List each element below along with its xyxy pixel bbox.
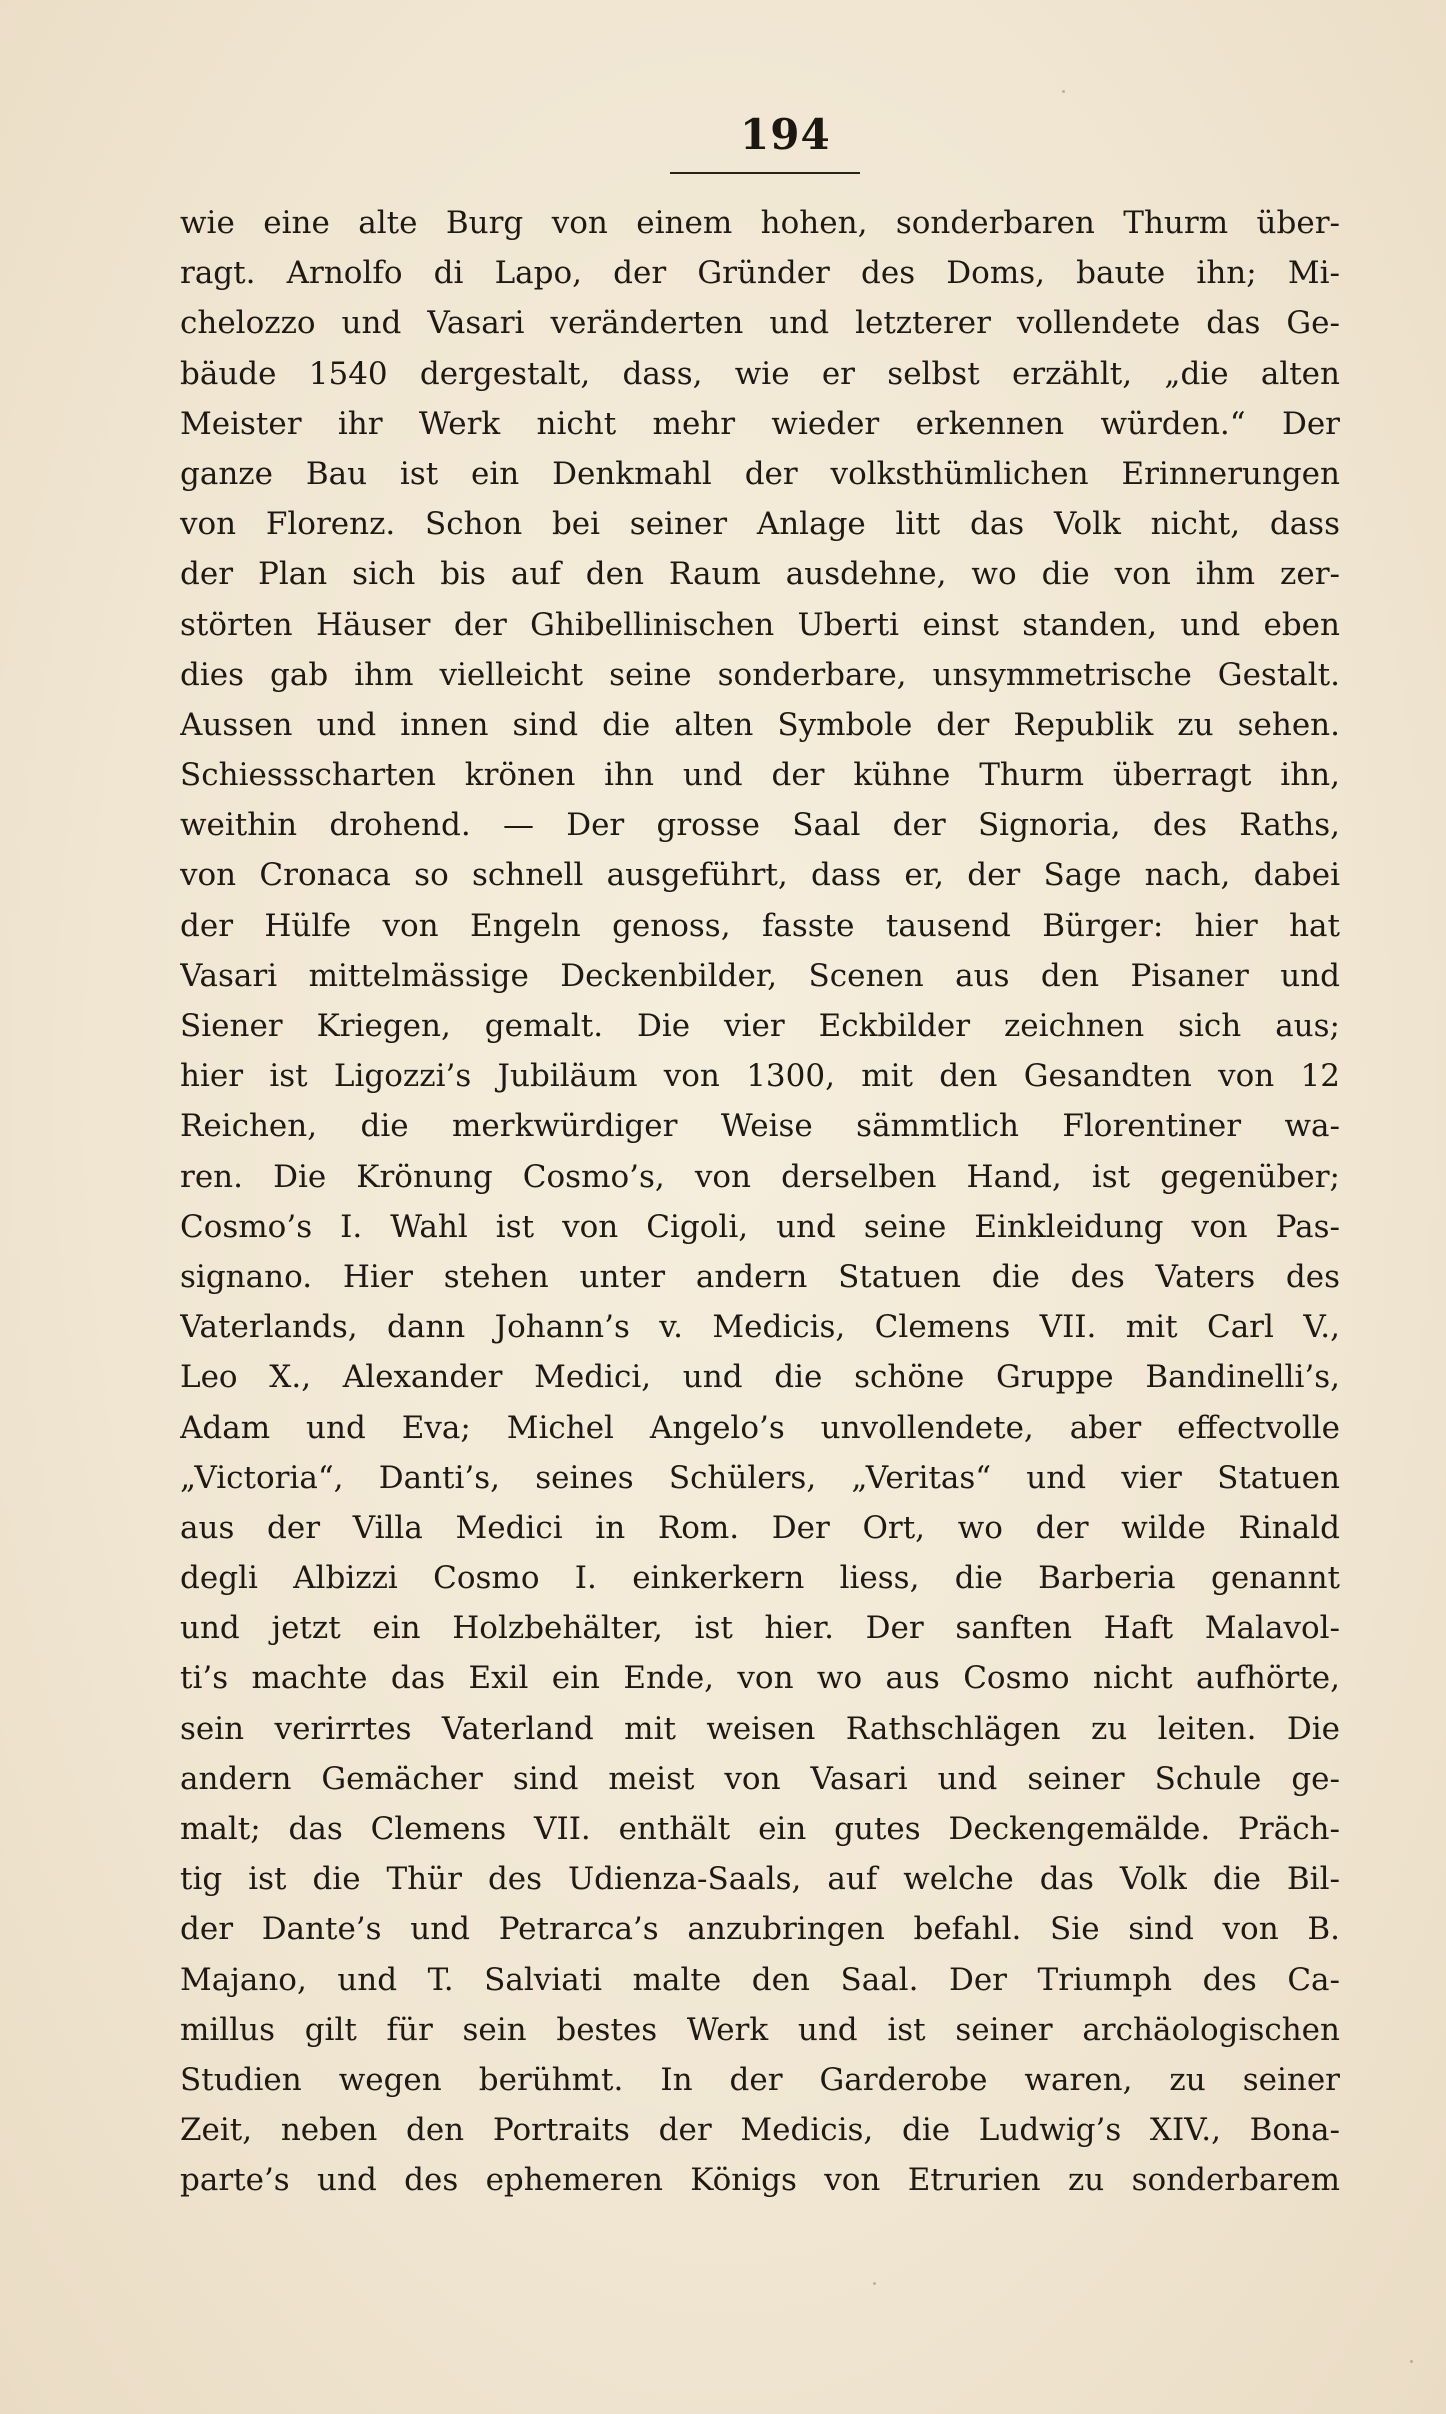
text-line: der Plan sich bis auf den Raum ausdehne, wo die von ihm zer- xyxy=(180,556,1340,593)
text-line: Leo X., Alexander Medici, und die schöne Gruppe Bandinelli’s, xyxy=(180,1359,1340,1396)
text-line: parte’s und des ephemeren Königs von Etrurien zu sonderbarem xyxy=(180,2162,1340,2199)
text-line: störten Häuser der Ghibellinischen Uberti einst standen, und eben xyxy=(180,606,1340,643)
text-line: Cosmo’s I. Wahl ist von Cigoli, und seine Einkleidung von Pas- xyxy=(180,1208,1340,1245)
header-rule xyxy=(670,172,860,174)
text-line: Studien wegen berühmt. In der Garderobe waren, zu seiner xyxy=(180,2061,1340,2098)
text-line: Schiessscharten krönen ihn und der kühne Thurm überragt ihn, xyxy=(180,757,1340,794)
text-line: wie eine alte Burg von einem hohen, sonderbaren Thurm über- xyxy=(180,205,1340,241)
text-line: ragt. Arnolfo di Lapo, der Gründer des Doms, baute ihn; Mi- xyxy=(180,255,1340,292)
text-line: aus der Villa Medici in Rom. Der Ort, wo der wilde Rinald xyxy=(180,1509,1340,1546)
text-line: Vaterlands, dann Johann’s v. Medicis, Clemens VII. mit Carl V., xyxy=(180,1309,1340,1346)
text-line: Zeit, neben den Portraits der Medicis, die Ludwig’s XIV., Bona- xyxy=(180,2112,1340,2149)
text-line: bäude 1540 dergestalt, dass, wie er selbst erzählt, „die alten xyxy=(180,355,1340,392)
paper-speck xyxy=(1410,2360,1413,2363)
page-number: 194 xyxy=(740,110,831,159)
text-line: von Cronaca so schnell ausgeführt, dass er, der Sage nach, dabei xyxy=(180,857,1340,894)
text-line: Meister ihr Werk nicht mehr wieder erkennen würden.“ Der xyxy=(180,405,1340,442)
text-line: dies gab ihm vielleicht seine sonderbare, unsymmetrische Gestalt. xyxy=(180,656,1340,693)
text-line: „Victoria“, Danti’s, seines Schülers, „Veritas“ und vier Statuen xyxy=(180,1459,1340,1496)
text-line: chelozzo und Vasari veränderten und letzterer vollendete das Ge- xyxy=(180,305,1340,342)
text-line: malt; das Clemens VII. enthält ein gutes Deckengemälde. Präch- xyxy=(180,1811,1340,1847)
paper-speck xyxy=(873,2282,876,2285)
text-line: Majano, und T. Salviati malte den Saal. Der Triumph des Ca- xyxy=(180,1961,1340,1998)
text-line: Vasari mittelmässige Deckenbilder, Scenen aus den Pisaner und xyxy=(180,957,1340,994)
body-text xyxy=(180,198,1340,2206)
text-line: ganze Bau ist ein Denkmahl der volksthümlichen Erinnerungen xyxy=(180,455,1340,492)
text-line: Siener Kriegen, gemalt. Die vier Eckbilder zeichnen sich aus; xyxy=(180,1008,1340,1044)
text-line: und jetzt ein Holzbehälter, ist hier. Der sanften Haft Malavol- xyxy=(180,1610,1340,1647)
text-line: der Hülfe von Engeln genoss, fasste tausend Bürger: hier hat xyxy=(180,907,1340,944)
text-line: tig ist die Thür des Udienza-Saals, auf welche das Volk die Bil- xyxy=(180,1861,1340,1898)
text-line: ren. Die Krönung Cosmo’s, von derselben Hand, ist gegenüber; xyxy=(180,1158,1340,1195)
text-line: Adam und Eva; Michel Angelo’s unvollendete, aber effectvolle xyxy=(180,1409,1340,1446)
text-line: ti’s machte das Exil ein Ende, von wo aus Cosmo nicht aufhörte, xyxy=(180,1660,1340,1697)
text-line: sein verirrtes Vaterland mit weisen Rathschlägen zu leiten. Die xyxy=(180,1710,1340,1747)
text-line: von Florenz. Schon bei seiner Anlage litt das Volk nicht, dass xyxy=(180,506,1340,543)
text-line: Aussen und innen sind die alten Symbole der Republik zu sehen. xyxy=(180,706,1340,743)
text-line: hier ist Ligozzi’s Jubiläum von 1300, mit den Gesandten von 12 xyxy=(180,1058,1340,1095)
text-line: andern Gemächer sind meist von Vasari und seiner Schule ge- xyxy=(180,1760,1340,1797)
text-line: signano. Hier stehen unter andern Statuen die des Vaters des xyxy=(180,1258,1340,1295)
text-line: Reichen, die merkwürdiger Weise sämmtlich Florentiner wa- xyxy=(180,1108,1340,1145)
text-line: degli Albizzi Cosmo I. einkerkern liess, die Barberia genannt xyxy=(180,1560,1340,1597)
text-line: millus gilt für sein bestes Werk und ist seiner archäologischen xyxy=(180,2011,1340,2048)
paper-speck xyxy=(1062,90,1065,93)
text-line: der Dante’s und Petrarca’s anzubringen befahl. Sie sind von B. xyxy=(180,1911,1340,1948)
text-line: weithin drohend. — Der grosse Saal der Signoria, des Raths, xyxy=(180,807,1340,844)
